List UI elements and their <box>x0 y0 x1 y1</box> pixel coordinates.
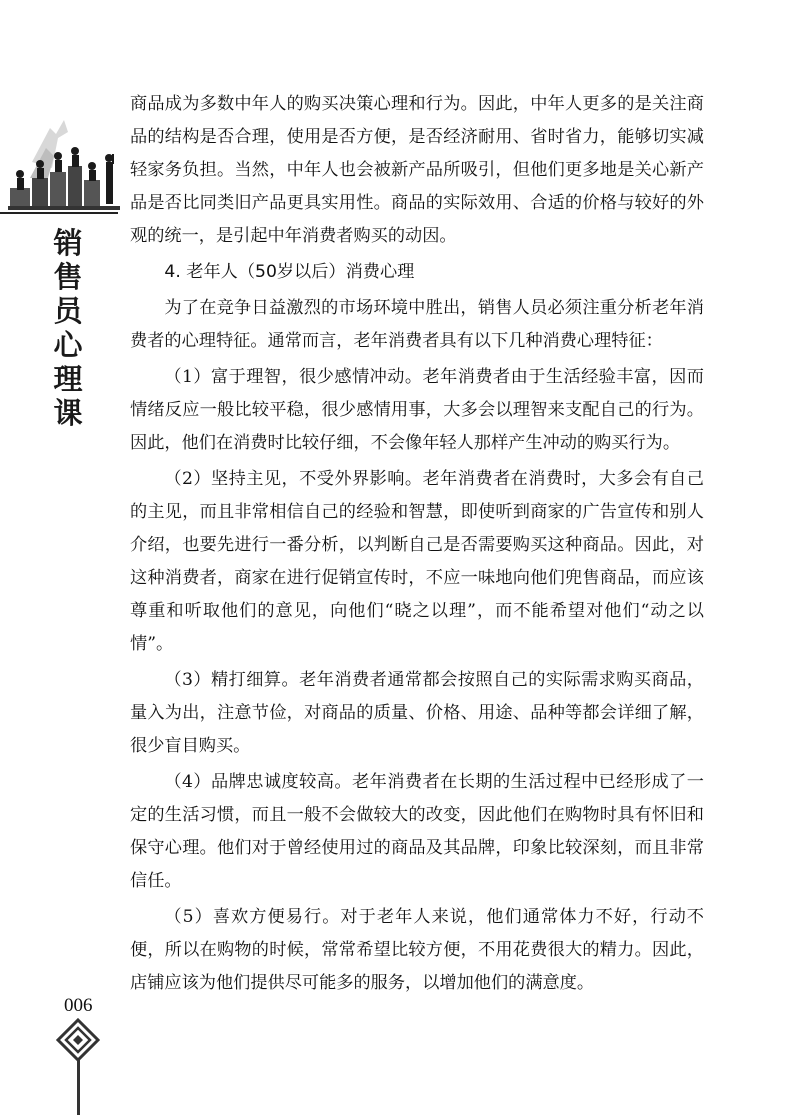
business-people-silhouettes-icon <box>8 118 120 210</box>
paragraph-middle-aged-continuation: 商品成为多数中年人的购买决策心理和行为。因此，中年人更多的是关注商品的结构是否合理，使用是否方便，是否经济耐用、省时省力，能够切实减轻家务负担。当然，中年人也会被新产品所吸引，但他们更多地是关心新产品是否比同类旧产品更具实用性。商品的实际效用、合适的价格与较好的外观的统一，是引起中年消费者购买的动因。 <box>130 94 704 246</box>
paragraph-trait-4: （4）品牌忠诚度较高。老年消费者在长期的生活过程中已经形成了一定的生活习惯，而且一般不会做较大的改变，因此他们在购物时具有怀旧和保守心理。他们对于曾经使用过的商品及其品牌，印象比较深刻，而且非常信任。 <box>130 772 704 891</box>
book-title-char: 销 <box>53 226 83 260</box>
page-number-stem <box>77 1060 80 1115</box>
book-title-char: 员 <box>53 294 83 328</box>
paragraph-trait-2: （2）坚持主见，不受外界影响。老年消费者在消费时，大多会有自己的主见，而且非常相信自己的经验和智慧，即使听到商家的广告宣传和别人介绍，也要先进行一番分析，以判断自己是否需要购买这种商品。因此，对这种消费者，商家在进行促销宣传时，不应一味地向他们兜售商品，而应该尊重和听取他们的意见，向他们“晓之以理”，而不能希望对他们“动之以情”。 <box>130 469 704 654</box>
book-title-char: 理 <box>53 362 83 396</box>
paragraph-trait-5: （5）喜欢方便易行。对于老年人来说，他们通常体力不好，行动不便，所以在购物的时候，常常希望比较方便，不用花费很大的精力。因此，店铺应该为他们提供尽可能多的服务，以增加他们的满意度。 <box>130 907 704 993</box>
margin-divider <box>0 212 118 214</box>
page-number: 006 <box>64 995 93 1016</box>
book-title-char: 心 <box>53 328 83 362</box>
paragraph-trait-3: （3）精打细算。老年消费者通常都会按照自己的实际需求购买商品，量入为出，注意节俭，对商品的质量、价格、用途、品种等都会详细了解，很少盲目购买。 <box>130 670 704 756</box>
book-title-vertical <box>48 226 88 430</box>
page-body <box>130 88 704 1000</box>
book-title-char: 售 <box>53 260 83 294</box>
diamond-swirl-ornament-icon <box>56 1018 100 1062</box>
paragraph-elderly-intro: 为了在竞争日益激烈的市场环境中胜出，销售人员必须注重分析老年消费者的心理特征。通常而言，老年消费者具有以下几种消费心理特征： <box>130 298 704 351</box>
book-title-char: 课 <box>53 396 83 430</box>
section-heading-elderly: 4. 老年人（50岁以后）消费心理 <box>164 262 415 282</box>
paragraph-trait-1: （1）富于理智，很少感情冲动。老年消费者由于生活经验丰富，因而情绪反应一般比较平稳，很少感情用事，大多会以理智来支配自己的行为。因此，他们在消费时比较仔细，不会像年轻人那样产生冲动的购买行为。 <box>130 367 704 453</box>
